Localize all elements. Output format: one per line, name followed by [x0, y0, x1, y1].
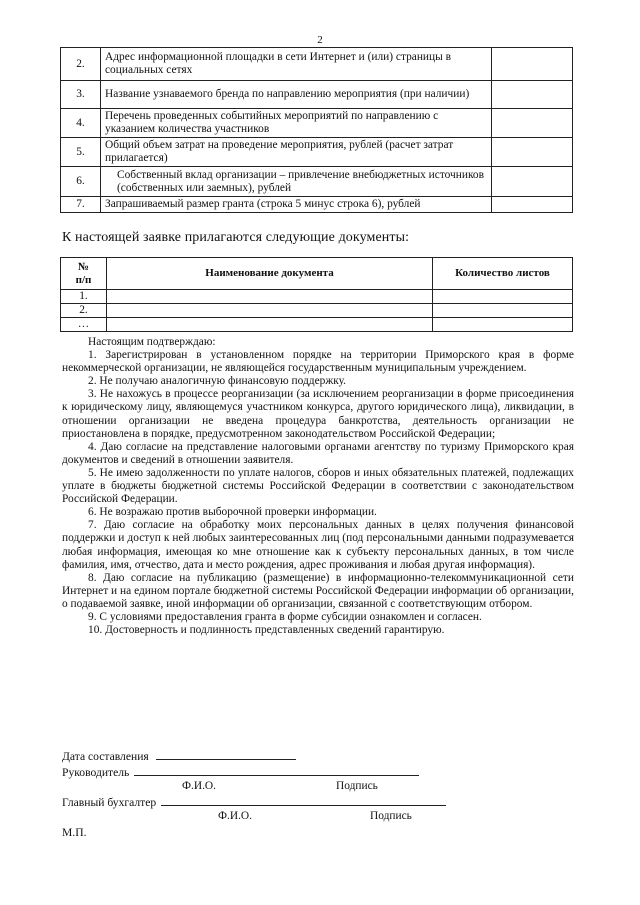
table-row [61, 197, 573, 213]
row-value-cell[interactable] [492, 167, 573, 197]
confirmation-item: 5. Не имею задолженности по уплате налогов, сборов и иных обязательных платежей, подлежащих уплате в бюджеты бюджетной системы Российской Федерации в соответствии с законодательством Российской Федерации. [62, 466, 574, 506]
row-value-cell[interactable] [492, 138, 573, 167]
accountant-row [62, 796, 446, 809]
document-name-cell[interactable] [107, 290, 433, 304]
accountant-sign-caption: Подпись [370, 810, 412, 822]
accountant-fio-caption: Ф.И.О. [218, 810, 252, 822]
row-number: 3. [61, 81, 101, 109]
accountant-signature-field[interactable] [161, 805, 446, 806]
confirmation-item: 7. Даю согласие на обработку моих персональных данных в целях получения финансовой поддержки и доступ к ней любых заинтересованных лиц (под персональными данными подразумевается любая информация, имеющая ко мне отношение как к субъекту персональных данных, в том числе фамилия, имя, отчество, дата и место рождения, адрес проживания и любая другая информация). [62, 519, 574, 571]
row-label: Название узнаваемого бренда по направлению мероприятия (при наличии) [101, 81, 492, 109]
confirmation-intro: Настоящим подтверждаю: [88, 336, 216, 348]
head-signature-field[interactable] [134, 775, 419, 776]
column-header-number-line2: п/п [75, 273, 92, 286]
application-info-table [60, 47, 573, 213]
table-header-row [61, 258, 573, 290]
confirmation-item: 3. Не нахожусь в процессе реорганизации (за исключением реорганизации в форме присоединения к юридическому лицу, являющемуся участником конкурса, другого юридического лица), ликвидации, в отношении организации не введена процедура банкротства, деятельность организации не приостановлена в порядке, предусмотренном законодательством Российской Федерации; [62, 388, 574, 440]
confirmation-item: 4. Даю согласие на представление налоговыми органами агентству по туризму Приморского края документов и сведений в отношении заявителя. [62, 440, 574, 466]
column-header-number-line1: № [77, 260, 90, 273]
column-header-number [61, 258, 107, 290]
head-sign-caption: Подпись [336, 780, 378, 792]
row-number: 4. [61, 109, 101, 138]
row-number: 7. [61, 197, 101, 213]
row-number: … [61, 318, 107, 332]
table-row [61, 81, 573, 109]
table-row [61, 167, 573, 197]
documents-heading: К настоящей заявке прилагаются следующие документы: [62, 230, 410, 245]
table-row [61, 138, 573, 167]
row-value-cell[interactable] [492, 197, 573, 213]
date-label: Дата составления [62, 750, 149, 763]
stamp-place: М.П. [62, 826, 87, 839]
documents-table [60, 257, 573, 332]
row-number: 6. [61, 167, 101, 197]
table-row [61, 318, 573, 332]
date-row [62, 750, 296, 763]
page-number: 2 [317, 34, 323, 46]
table-row [61, 109, 573, 138]
row-value-cell[interactable] [492, 48, 573, 81]
row-label: Перечень проведенных событийных мероприятий по направлению с указанием количества участников [101, 109, 492, 138]
sheet-count-cell[interactable] [433, 318, 573, 332]
row-value-cell[interactable] [492, 109, 573, 138]
head-label: Руководитель [62, 766, 130, 779]
row-label: Адрес информационной площадки в сети Интернет и (или) страницы в социальных сетях [101, 48, 492, 81]
table-row [61, 304, 573, 318]
row-number: 2. [61, 304, 107, 318]
confirmation-item: 8. Даю согласие на публикацию (размещение) в информационно-телекоммуникационной сети Интернет и на едином портале бюджетной системы Российской Федерации информации об организации, о подаваемой заявке, иной информации об организации, связанной с соответствующим отбором. [62, 571, 574, 610]
confirmation-item: 2. Не получаю аналогичную финансовую поддержку. [88, 375, 346, 388]
document-name-cell[interactable] [107, 318, 433, 332]
head-fio-caption: Ф.И.О. [182, 780, 216, 792]
table-row [61, 48, 573, 81]
row-label: Запрашиваемый размер гранта (строка 5 минус строка 6), рублей [101, 197, 492, 213]
document-name-cell[interactable] [107, 304, 433, 318]
column-header-sheets: Количество листов [433, 258, 573, 290]
sheet-count-cell[interactable] [433, 290, 573, 304]
row-label: Собственный вклад организации – привлечение внебюджетных источников (собственных или заемных), рублей [101, 167, 492, 197]
confirmation-item: 10. Достоверность и подлинность представленных сведений гарантирую. [88, 624, 445, 637]
row-value-cell[interactable] [492, 81, 573, 109]
row-label: Общий объем затрат на проведение мероприятия, рублей (расчет затрат прилагается) [101, 138, 492, 167]
sheet-count-cell[interactable] [433, 304, 573, 318]
table-row [61, 290, 573, 304]
head-row [62, 766, 419, 779]
confirmation-item: 9. С условиями предоставления гранта в форме субсидии ознакомлен и согласен. [88, 610, 482, 623]
column-header-name: Наименование документа [107, 258, 433, 290]
row-number: 5. [61, 138, 101, 167]
row-number: 2. [61, 48, 101, 81]
row-number: 1. [61, 290, 107, 304]
confirmation-section [62, 336, 574, 637]
confirmation-item: 1. Зарегистрирован в установленном порядке на территории Приморского края в форме некоммерческой организации, не являющейся государственным муниципальным учреждением. [62, 349, 574, 375]
confirmation-item: 6. Не возражаю против выборочной проверки информации. [88, 506, 377, 519]
date-field[interactable] [156, 759, 296, 760]
accountant-label: Главный бухгалтер [62, 796, 157, 809]
